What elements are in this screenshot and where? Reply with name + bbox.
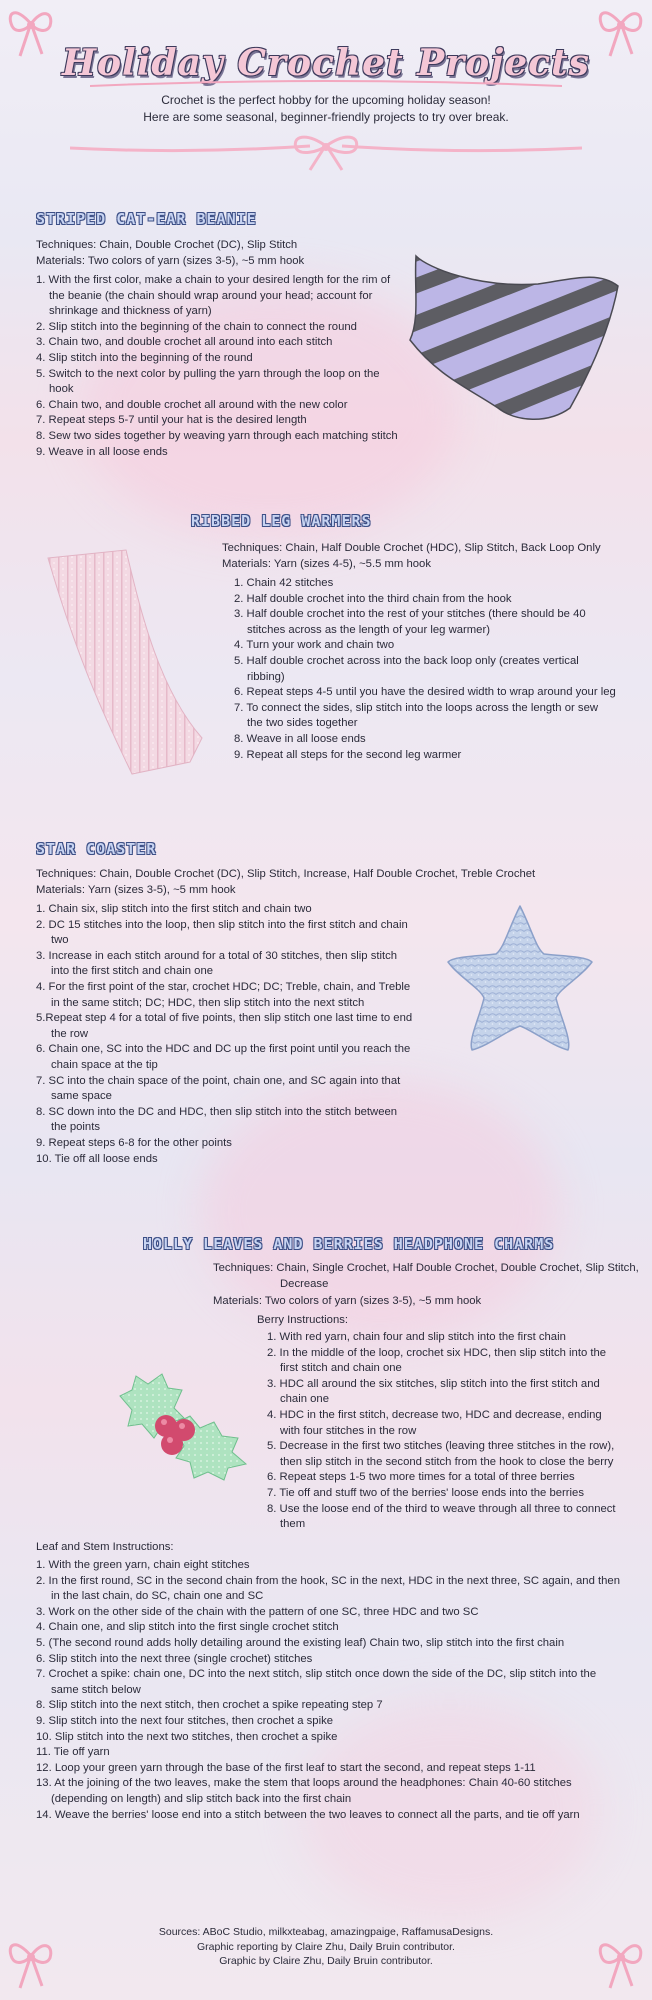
beanie-materials: Materials: Two colors of yarn (sizes 3-5), ~5 mm hook: [36, 255, 305, 267]
leaf-instructions-heading: Leaf and Stem Instructions:: [36, 1541, 174, 1553]
list-item: 8. Use the loose end of the third to weave through all three to connect them: [267, 1502, 616, 1531]
holly-techniques-line: Decrease: [280, 1278, 329, 1290]
list-item: 2. In the middle of the loop, crochet six HDC, then slip stitch into the first stitch and chain one: [267, 1346, 607, 1375]
list-item: 6. Repeat steps 1-5 two more times for a total of three berries: [267, 1471, 575, 1484]
list-item: 3. Chain two, and double crochet all around into each stitch: [36, 336, 333, 349]
list-item: 8. Weave in all loose ends: [234, 732, 366, 745]
section-title-holly: HOLLY LEAVES AND BERRIES HEADPHONE CHARMS: [143, 1235, 555, 1253]
list-item: 3. HDC all around the six stitches, slip stitch into the first stitch and chain one: [267, 1377, 600, 1406]
list-item: 1. With the green yarn, chain eight stitches: [36, 1559, 250, 1571]
beanie-techniques: Techniques: Chain, Double Crochet (DC), Slip Stitch: [36, 239, 298, 251]
holly-techniques-line: Techniques: Chain, Single Crochet, Half Double Crochet, Double Crochet, Slip Stitch,: [213, 1262, 639, 1274]
list-item: 2. DC 15 stitches into the loop, then slip stitch into the first stitch and chain two: [36, 918, 408, 947]
intro-line: Here are some seasonal, beginner-friendly projects to try over break.: [143, 110, 509, 124]
title-underline: [90, 78, 562, 90]
beanie-illustration: [398, 248, 630, 428]
list-item: 11. Tie off yarn: [36, 1746, 110, 1759]
list-item: 6. Chain one, SC into the HDC and DC up the first point until you reach the chain space at the tip: [36, 1043, 411, 1071]
star-coaster-illustration: [440, 900, 600, 1060]
legwarmers-materials: Materials: Yarn (sizes 4-5), ~5.5 mm hook: [222, 558, 431, 570]
list-item: 9. Repeat all steps for the second leg warmer: [234, 748, 462, 761]
list-item: 12. Loop your green yarn through the base of the first leaf to start the second, and repeat steps 1-11: [36, 1761, 536, 1774]
bow-icon: [6, 1936, 56, 1990]
list-item: 5. (The second round adds holly detailing around the existing leaf) Chain two, slip stitch into the first chain: [36, 1636, 565, 1649]
list-item: 4. Chain one, and slip stitch into the first single crochet stitch: [36, 1621, 339, 1634]
intro-line: Crochet is the perfect hobby for the upcoming holiday season!: [161, 93, 491, 107]
list-item: 8. Sew two sides together by weaving yarn through each matching stitch: [36, 429, 398, 442]
coaster-techniques: Techniques: Chain, Double Crochet (DC), Slip Stitch, Increase, Half Double Crochet, Treble Crochet: [36, 868, 536, 880]
list-item: 7. Tie off and stuff two of the berries' loose ends into the berries: [267, 1486, 584, 1499]
section-title-legwarmers: RIBBED LEG WARMERS: [191, 512, 372, 530]
list-item: 1. Chain 42 stitches: [234, 577, 334, 589]
list-item: 6. Repeat steps 4-5 until you have the desired width to wrap around your leg: [234, 686, 616, 699]
holly-techniques: [213, 1260, 639, 1292]
list-item: 2. Slip stitch into the beginning of the chain to connect the round: [36, 320, 357, 333]
berry-steps: [267, 1330, 617, 1533]
holly-illustration: [114, 1368, 252, 1484]
list-item: 3. Work on the other side of the chain with the pattern of one SC, three HDC and two SC: [36, 1605, 479, 1618]
list-item: 10. Tie off all loose ends: [36, 1152, 158, 1165]
list-item: 6. Slip stitch into the next three (single crochet) stitches: [36, 1652, 313, 1665]
credits: [60, 1925, 592, 1969]
berry-instructions-heading: Berry Instructions:: [257, 1314, 349, 1326]
list-item: 9. Weave in all loose ends: [36, 445, 168, 458]
list-item: 1. With the first color, make a chain to your desired length for the rim of the beanie (the chain should wrap around your head; account for shrinkage and thickness of yarn): [36, 274, 391, 318]
list-item: 8. SC down into the DC and HDC, then slip stitch into the stitch between the points: [36, 1105, 398, 1134]
list-item: 7. Repeat steps 5-7 until your hat is the desired length: [36, 414, 307, 427]
leg-warmer-illustration: [40, 548, 210, 780]
list-item: 7. SC into the chain space of the point, chain one, and SC again into that same space: [36, 1074, 401, 1103]
list-item: 1. Chain six, slip stitch into the first stitch and chain two: [36, 903, 312, 915]
list-item: 5.Repeat step 4 for a total of five points, then slip stitch one last time to end the row: [36, 1012, 413, 1040]
list-item: 5. Switch to the next color by pulling the yarn through the loop on the hook: [36, 367, 380, 396]
intro-text: [60, 92, 592, 126]
list-item: 3. Increase in each stitch around for a total of 30 stitches, then slip stitch into the first stitch and chain one: [36, 949, 398, 978]
list-item: 7. To connect the sides, slip stitch into the loops across the length or sew the two sides together: [234, 701, 599, 730]
holly-materials: Materials: Two colors of yarn (sizes 3-5), ~5 mm hook: [213, 1295, 482, 1307]
coaster-materials: Materials: Yarn (sizes 3-5), ~5 mm hook: [36, 884, 236, 896]
legwarmers-steps: [234, 576, 616, 763]
credits-sources: Sources: ABoC Studio, milkxteabag, amazingpaige, RaffamusaDesigns.: [158, 1926, 494, 1938]
leaf-steps: [36, 1558, 620, 1823]
credits-reporting: Graphic reporting by Claire Zhu, Daily Bruin contributor.: [197, 1940, 455, 1953]
list-item: 7. Crochet a spike: chain one, DC into the next stitch, slip stitch once down the side of the DC, slip stitch into the same stitch below: [36, 1668, 597, 1696]
list-item: 3. Half double crochet into the rest of your stitches (there should be 40 stitches across as the length of your leg warmer): [234, 608, 586, 636]
page-title: Holiday Crochet Projects: [62, 42, 590, 84]
ribbon-decoration: [70, 128, 582, 174]
list-item: 9. Slip stitch into the next four stitches, then crochet a spike: [36, 1714, 334, 1727]
list-item: 4. For the first point of the star, crochet HDC; DC; Treble, chain, and Treble in the same stitch; DC; HDC, then slip stitch into the next stitch: [36, 980, 411, 1009]
list-item: 14. Weave the berries' loose end into a stitch between the two leaves to connect all the parts, and tie off yarn: [36, 1808, 580, 1821]
list-item: 4. HDC in the first stitch, decrease two, HDC and decrease, ending with four stitches in the row: [267, 1408, 602, 1437]
section-title-beanie: STRIPED CAT-EAR BEANIE: [36, 210, 257, 228]
list-item: 5. Half double crochet across into the back loop only (creates vertical ribbing): [234, 654, 579, 683]
bow-icon: [596, 1936, 646, 1990]
list-item: 4. Turn your work and chain two: [234, 639, 395, 652]
list-item: 8. Slip stitch into the next stitch, then crochet a spike repeating step 7: [36, 1699, 383, 1712]
list-item: 2. Half double crochet into the third chain from the hook: [234, 592, 512, 605]
list-item: 9. Repeat steps 6-8 for the other points: [36, 1136, 232, 1149]
credits-graphic: Graphic by Claire Zhu, Daily Bruin contributor.: [219, 1955, 433, 1967]
list-item: 5. Decrease in the first two stitches (leaving three stitches in the row), then slip stitch in the second stitch from the hook to close the berry: [267, 1440, 615, 1468]
section-title-coaster: STAR COASTER: [36, 840, 157, 858]
coaster-steps: [36, 902, 414, 1167]
list-item: 6. Chain two, and double crochet all around with the new color: [36, 398, 348, 411]
list-item: 4. Slip stitch into the beginning of the round: [36, 351, 253, 364]
legwarmers-techniques: Techniques: Chain, Half Double Crochet (HDC), Slip Stitch, Back Loop Only: [222, 542, 601, 554]
list-item: 2. In the first round, SC in the second chain from the hook, SC in the next, HDC in the next three, SC again, and then in the last chain, do SC, chain one and SC: [36, 1574, 621, 1603]
list-item: 13. At the joining of the two leaves, make the stem that loops around the headphones: Chain 40-60 stitches (depending on length) and slip stitch back into the first chain: [36, 1777, 572, 1805]
list-item: 10. Slip stitch into the next two stitches, then crochet a spike: [36, 1730, 338, 1743]
beanie-steps: [36, 273, 406, 460]
list-item: 1. With red yarn, chain four and slip stitch into the first chain: [267, 1331, 566, 1343]
